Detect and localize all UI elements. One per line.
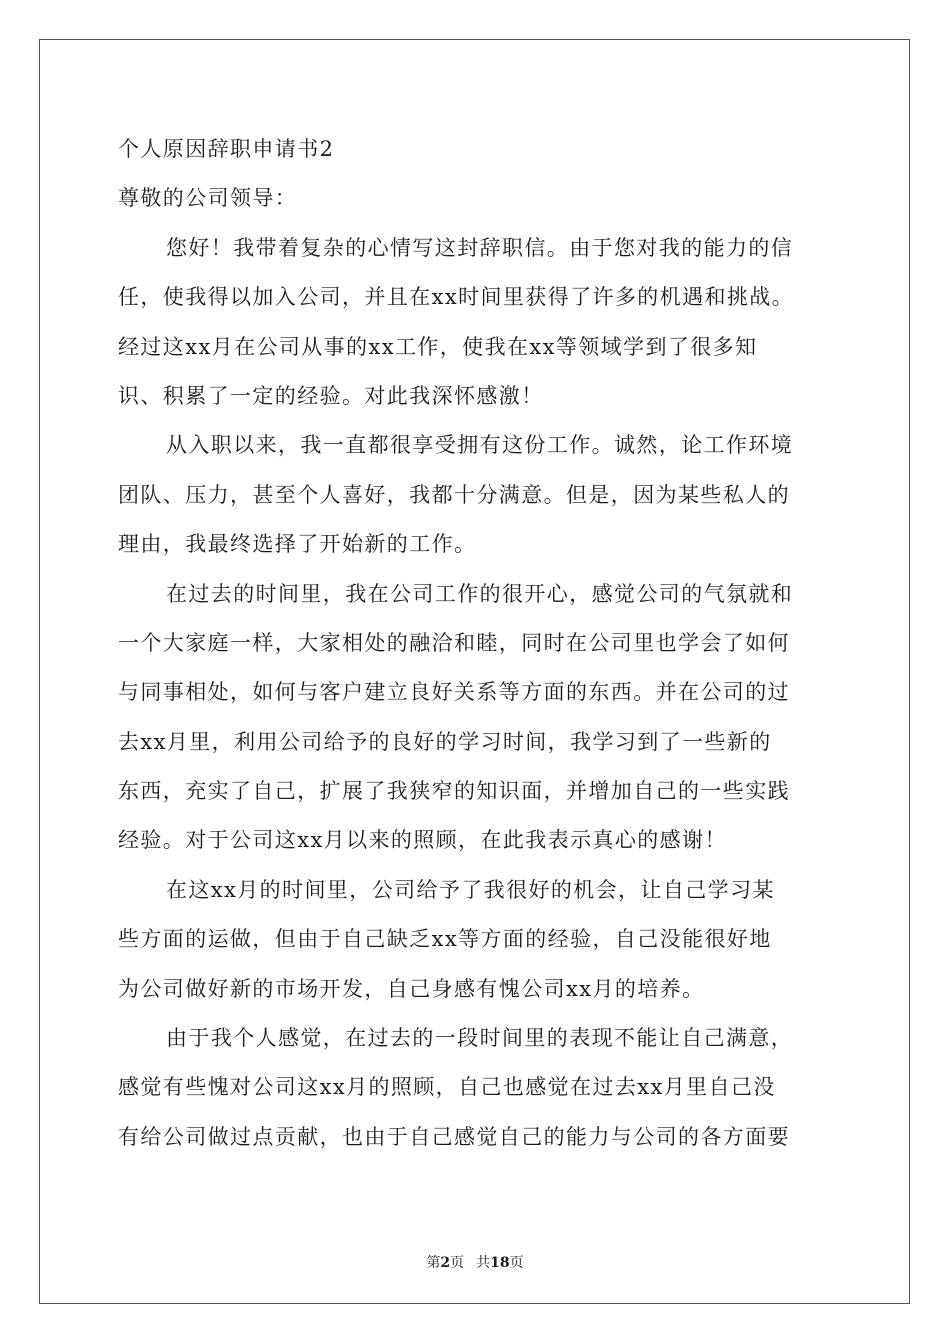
total-prefix: 共 [476, 1255, 491, 1271]
body-line: 一个大家庭一样，大家相处的融洽和睦，同时在公司里也学会了如何 [118, 630, 790, 655]
body-line: 您好！我带着复杂的心情写这封辞职信。由于您对我的能力的信 [166, 235, 794, 260]
salutation: 尊敬的公司领导： [118, 186, 298, 211]
page-footer [0, 1252, 950, 1272]
document-body [118, 131, 838, 1168]
body-line: 经验。对于公司这xx月以来的照顾，在此我表示真心的感谢！ [118, 828, 727, 853]
body-line: 与同事相处，如何与客户建立良好关系等方面的东西。并在公司的过 [118, 680, 790, 705]
body-line: 由于我个人感觉，在过去的一段时间里的表现不能让自己满意， [166, 1026, 794, 1051]
body-line: 在过去的时间里，我在公司工作的很开心，感觉公司的气氛就和 [166, 581, 794, 606]
body-line: 任，使我得以加入公司，并且在xx时间里获得了许多的机遇和挑战。 [118, 285, 795, 310]
body-line: 在这xx月的时间里，公司给予了我很好的机会，让自己学习某 [166, 877, 775, 902]
body-line: 些方面的运做，但由于自己缺乏xx等方面的经验，自己没能很好地 [118, 927, 772, 952]
body-line: 理由，我最终选择了开始新的工作。 [118, 532, 477, 557]
body-line: 识、积累了一定的经验。对此我深怀感激！ [118, 383, 544, 408]
page-total: 18 [490, 1255, 510, 1271]
body-line: 团队、压力，甚至个人喜好，我都十分满意。但是，因为某些私人的 [118, 482, 790, 507]
body-line: 为公司做好新的市场开发，自己身感有愧公司xx月的培养。 [118, 976, 705, 1001]
document-title: 个人原因辞职申请书2 [118, 137, 335, 161]
body-line: 有给公司做过点贡献，也由于自己感觉自己的能力与公司的各方面要 [118, 1124, 790, 1149]
body-line: 东西，充实了自己，扩展了我狭窄的知识面，并增加自己的一些实践 [118, 779, 790, 804]
body-line: 感觉有些愧对公司这xx月的照顾，自己也感觉在过去xx月里自己没 [118, 1075, 776, 1100]
body-line: 从入职以来，我一直都很享受拥有这份工作。诚然，论工作环境 [166, 433, 794, 458]
page-prefix: 第 [426, 1255, 441, 1271]
body-line: 经过这xx月在公司从事的xx工作，使我在xx等领域学到了很多知 [118, 334, 758, 359]
page-current: 2 [440, 1255, 451, 1271]
body-line: 去xx月里，利用公司给予的良好的学习时间，我学习到了一些新的 [118, 729, 772, 754]
page-suffix: 页 [450, 1255, 465, 1271]
total-suffix: 页 [509, 1255, 524, 1271]
